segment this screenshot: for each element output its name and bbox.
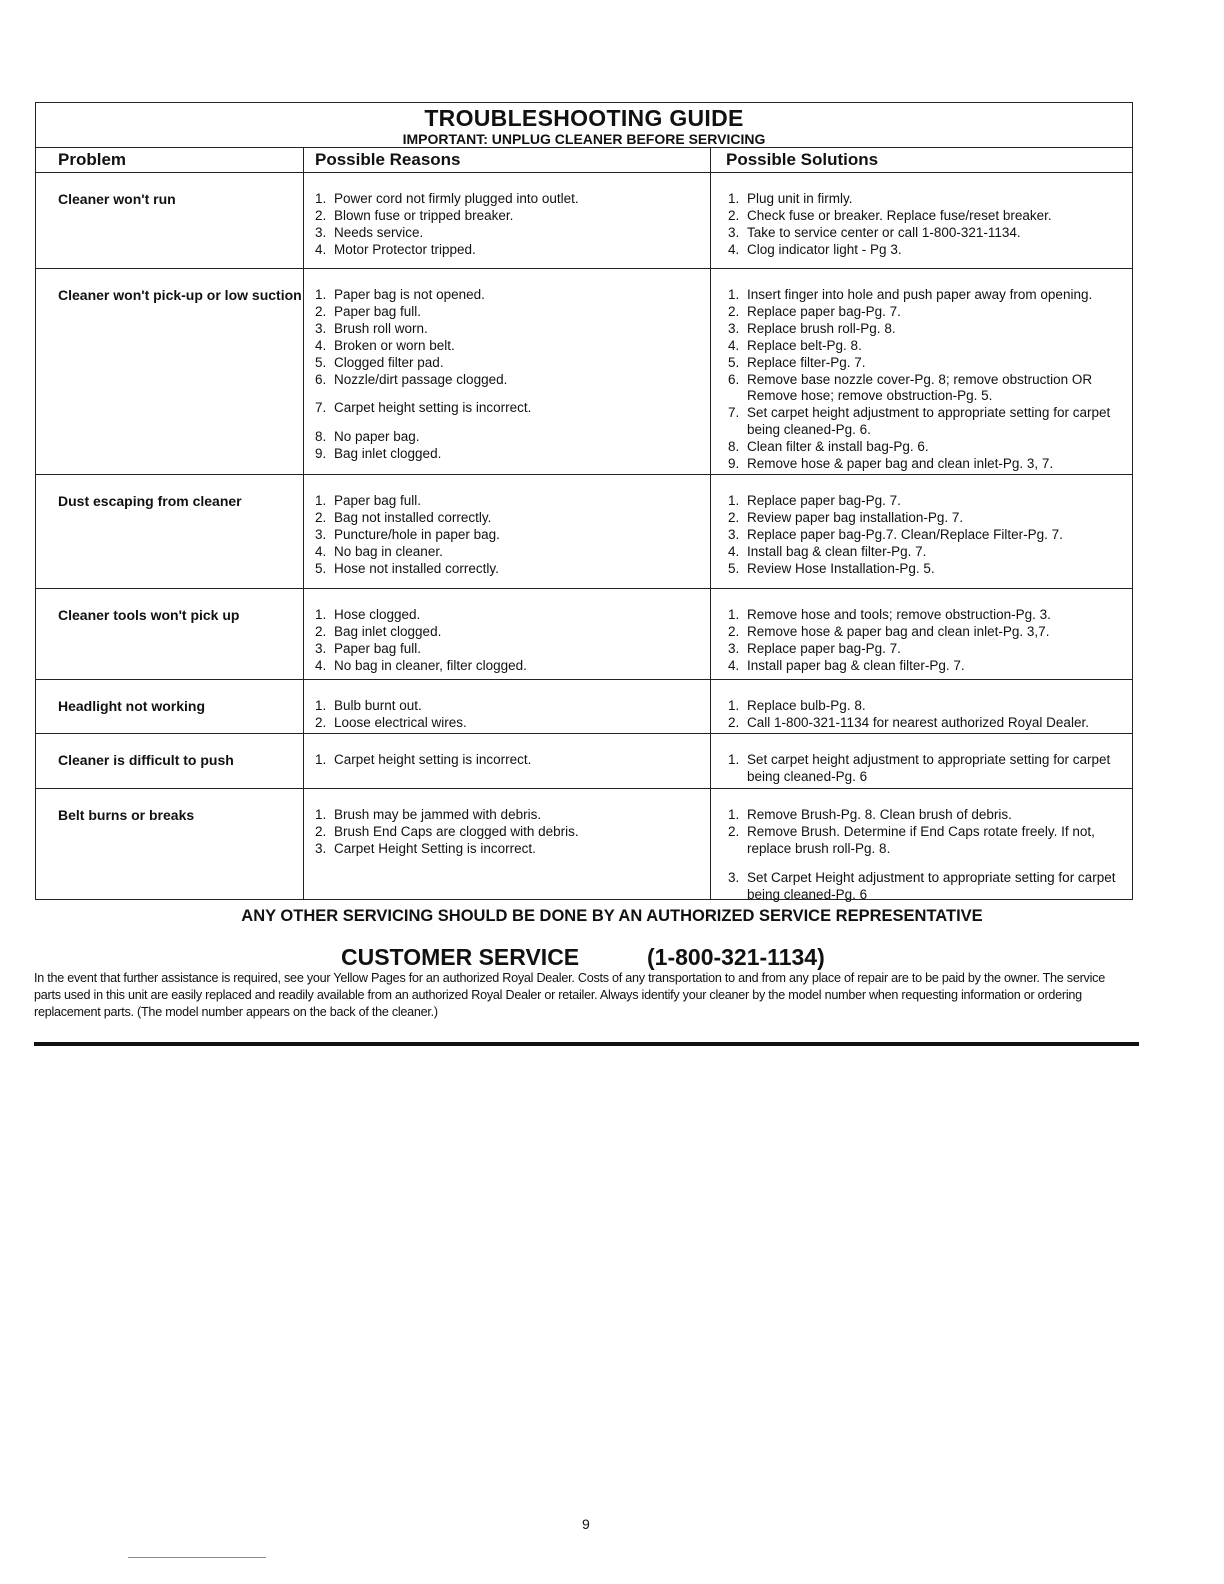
- list-item: [315, 321, 710, 338]
- reasons-cell: [303, 269, 710, 474]
- item-text: Remove hose and tools; remove obstruction-Pg. 3.: [747, 607, 1051, 622]
- list-item: [315, 429, 710, 446]
- item-text: Remove base nozzle cover-Pg. 8; remove obstruction OR Remove hose; remove obstruction-Pg. 5.: [747, 371, 1093, 404]
- list-item: [728, 561, 1132, 578]
- list-item: [728, 527, 1132, 544]
- item-number: 2.: [728, 509, 740, 525]
- item-text: Blown fuse or tripped breaker.: [334, 207, 514, 223]
- list-item: [315, 242, 710, 259]
- item-text: Remove hose & paper bag and clean inlet-Pg. 3, 7.: [747, 456, 1054, 472]
- problem-cell: Cleaner won't run: [58, 191, 176, 207]
- reasons-cell: [303, 734, 710, 788]
- troubleshooting-table: [35, 102, 1133, 900]
- problem-cell: Dust escaping from cleaner: [58, 493, 242, 509]
- item-number: 2.: [728, 207, 740, 223]
- item-text: Insert finger into hole and push paper away from opening.: [747, 287, 1093, 302]
- list-item: [728, 824, 1132, 858]
- page-number: 9: [582, 1516, 590, 1532]
- item-text: No bag in cleaner.: [334, 543, 443, 559]
- list-item: [728, 405, 1132, 439]
- item-number: 1.: [315, 752, 327, 767]
- solutions-cell: [710, 269, 1132, 474]
- item-number: 4.: [728, 337, 740, 353]
- item-text: Hose clogged.: [334, 607, 421, 622]
- item-number: 1.: [728, 493, 740, 508]
- item-number: 5.: [728, 354, 740, 370]
- item-text: Power cord not firmly plugged into outlet.: [334, 191, 579, 206]
- item-number: 4.: [315, 337, 327, 353]
- item-number: 1.: [315, 493, 327, 508]
- item-text: Take to service center or call 1-800-321-1134.: [747, 224, 1021, 240]
- item-number: 2.: [728, 823, 740, 839]
- list-item: [315, 287, 710, 304]
- item-text: Review paper bag installation-Pg. 7.: [747, 509, 964, 525]
- list-item: [728, 544, 1132, 561]
- list-item: [728, 510, 1132, 527]
- list-item: [315, 225, 710, 242]
- item-text: Remove Brush. Determine if End Caps rotate freely. If not, replace brush roll-Pg. 8.: [747, 823, 1095, 856]
- item-text: Set carpet height adjustment to appropriate setting for carpet being cleaned-Pg. 6: [747, 752, 1111, 784]
- table-row: [36, 475, 1132, 589]
- list-item: [728, 372, 1132, 406]
- list-item: [728, 658, 1132, 675]
- item-number: 8.: [728, 439, 740, 455]
- item-number: 1.: [315, 287, 327, 302]
- list-item: [315, 208, 710, 225]
- item-number: 4.: [728, 241, 740, 257]
- item-text: Remove Brush-Pg. 8. Clean brush of debris.: [747, 807, 1012, 822]
- item-number: 1.: [728, 287, 740, 302]
- customer-service-phone: (1-800-321-1134): [647, 944, 825, 970]
- item-number: 1.: [728, 191, 740, 206]
- item-text: Bag not installed correctly.: [334, 509, 492, 525]
- item-text: No paper bag.: [334, 429, 420, 445]
- reasons-cell: [303, 589, 710, 679]
- table-row: [36, 734, 1132, 789]
- list-item: [728, 607, 1132, 624]
- list-item: [315, 338, 710, 355]
- problem-cell: Headlight not working: [58, 698, 205, 714]
- item-text: Install paper bag & clean filter-Pg. 7.: [747, 657, 965, 673]
- list-item: [315, 493, 710, 510]
- list-item: [728, 698, 1132, 715]
- table-row: [36, 589, 1132, 680]
- item-text: Review Hose Installation-Pg. 5.: [747, 560, 935, 576]
- list-item: [728, 715, 1132, 732]
- reasons-cell: [303, 173, 710, 268]
- item-number: 3.: [315, 840, 327, 856]
- guide-subtitle: IMPORTANT: UNPLUG CLEANER BEFORE SERVICING: [402, 131, 766, 147]
- item-text: Paper bag is not opened.: [334, 287, 485, 302]
- item-number: 5.: [315, 560, 327, 576]
- list-item: [315, 624, 710, 641]
- item-number: 4.: [315, 657, 327, 673]
- item-number: 2.: [315, 509, 327, 525]
- item-number: 3.: [728, 869, 740, 885]
- item-text: Set carpet height adjustment to appropriate setting for carpet being cleaned-Pg. 6.: [747, 405, 1111, 438]
- list-item: [728, 287, 1132, 304]
- item-text: Motor Protector tripped.: [334, 241, 476, 257]
- list-item: [728, 807, 1132, 824]
- list-item: [315, 527, 710, 544]
- table-row: [36, 269, 1132, 475]
- item-text: Paper bag full.: [334, 493, 422, 508]
- item-text: Replace paper bag-Pg. 7.: [747, 303, 901, 319]
- item-number: 3.: [728, 320, 740, 336]
- problem-cell: Cleaner tools won't pick up: [58, 607, 240, 623]
- item-number: 2.: [315, 303, 327, 319]
- list-item: [728, 304, 1132, 321]
- item-text: Replace filter-Pg. 7.: [747, 354, 866, 370]
- item-text: Brush may be jammed with debris.: [334, 807, 542, 822]
- divider-rule: [34, 1042, 1139, 1046]
- item-number: 2.: [728, 303, 740, 319]
- item-text: Carpet Height Setting is incorrect.: [334, 840, 536, 856]
- item-text: Replace belt-Pg. 8.: [747, 337, 862, 353]
- column-headers: [36, 148, 1132, 173]
- list-item: [728, 752, 1132, 786]
- item-number: 3.: [315, 224, 327, 240]
- solutions-cell: [710, 589, 1132, 679]
- item-text: Hose not installed correctly.: [334, 560, 499, 576]
- item-number: 8.: [315, 429, 327, 445]
- table-row: [36, 789, 1132, 902]
- item-text: Bulb burnt out.: [334, 698, 422, 713]
- item-number: 4.: [315, 241, 327, 257]
- table-row: [36, 173, 1132, 269]
- customer-service-text: In the event that further assistance is required, see your Yellow Pages for an authorized Royal Dealer. Costs of any transportation to and from any place of repair are to be paid by the owner. The service parts used in this unit are easily replaced and readily available from an authorized Royal Dealer or retailer. Always identify your cleaner by the model number when requesting information or ordering replacement parts. (The model number appears on the back of the cleaner.): [34, 971, 1105, 1019]
- item-number: 1.: [728, 607, 740, 622]
- list-item: [315, 544, 710, 561]
- list-item: [315, 715, 710, 732]
- item-text: Carpet height setting is incorrect.: [334, 752, 532, 767]
- problem-cell: Cleaner won't pick-up or low suction: [58, 287, 302, 303]
- reasons-cell: [303, 680, 710, 733]
- item-text: Remove hose & paper bag and clean inlet-Pg. 3,7.: [747, 623, 1050, 639]
- list-item: [728, 641, 1132, 658]
- list-item: [315, 752, 710, 769]
- item-text: Carpet height setting is incorrect.: [334, 400, 532, 416]
- item-number: 1.: [728, 698, 740, 713]
- list-item: [315, 355, 710, 372]
- footer-line: [128, 1557, 266, 1558]
- item-text: Needs service.: [334, 224, 424, 240]
- item-text: Install bag & clean filter-Pg. 7.: [747, 543, 927, 559]
- list-item: [315, 607, 710, 624]
- item-text: Call 1-800-321-1134 for nearest authorized Royal Dealer.: [747, 714, 1089, 730]
- item-number: 5.: [315, 354, 327, 370]
- solutions-cell: [710, 173, 1132, 268]
- item-number: 3.: [728, 640, 740, 656]
- item-number: 1.: [315, 807, 327, 822]
- item-text: No bag in cleaner, filter clogged.: [334, 657, 527, 673]
- list-item: [728, 456, 1132, 473]
- item-text: Replace paper bag-Pg.7. Clean/Replace Filter-Pg. 7.: [747, 526, 1063, 542]
- problem-cell: Belt burns or breaks: [58, 807, 195, 823]
- item-number: 2.: [315, 207, 327, 223]
- column-header-reasons: Possible Reasons: [303, 148, 710, 172]
- solutions-cell: [710, 680, 1132, 733]
- item-text: Plug unit in firmly.: [747, 191, 853, 206]
- list-item: [315, 641, 710, 658]
- item-number: 7.: [728, 405, 740, 421]
- item-number: 3.: [315, 320, 327, 336]
- list-item: [315, 841, 710, 858]
- item-text: Brush End Caps are clogged with debris.: [334, 823, 579, 839]
- item-text: Clean filter & install bag-Pg. 6.: [747, 439, 929, 455]
- item-text: Bag inlet clogged.: [334, 446, 442, 462]
- column-header-problem: Problem: [58, 150, 127, 169]
- list-item: [728, 191, 1132, 208]
- item-text: Loose electrical wires.: [334, 714, 467, 730]
- list-item: [315, 446, 710, 463]
- guide-title: TROUBLESHOOTING GUIDE: [424, 105, 744, 131]
- item-text: Brush roll worn.: [334, 320, 428, 336]
- list-item: [315, 400, 710, 417]
- list-item: [728, 624, 1132, 641]
- item-number: 6.: [315, 371, 327, 387]
- item-number: 1.: [728, 807, 740, 822]
- solutions-cell: [710, 475, 1132, 588]
- item-number: 4.: [315, 543, 327, 559]
- list-item: [315, 372, 710, 389]
- list-item: [728, 225, 1132, 242]
- item-number: 3.: [315, 640, 327, 656]
- list-item: [728, 338, 1132, 355]
- item-number: 6.: [728, 371, 740, 387]
- item-number: 2.: [315, 714, 327, 730]
- item-number: 5.: [728, 560, 740, 576]
- customer-service-title: CUSTOMER SERVICE: [341, 944, 580, 970]
- list-item: [728, 208, 1132, 225]
- item-number: 4.: [728, 657, 740, 673]
- list-item: [728, 242, 1132, 259]
- solutions-cell: [710, 734, 1132, 788]
- item-text: Paper bag full.: [334, 303, 422, 319]
- item-text: Replace paper bag-Pg. 7.: [747, 493, 901, 508]
- item-number: 2.: [315, 623, 327, 639]
- table-body: [36, 173, 1132, 902]
- list-item: [315, 807, 710, 824]
- item-number: 3.: [728, 224, 740, 240]
- list-item: [728, 321, 1132, 338]
- list-item: [315, 191, 710, 208]
- list-item: [315, 510, 710, 527]
- item-text: Set Carpet Height adjustment to appropriate setting for carpet being cleaned-Pg. 6: [747, 869, 1116, 902]
- table-row: [36, 680, 1132, 734]
- column-header-solutions: Possible Solutions: [710, 148, 1132, 172]
- list-item: [728, 439, 1132, 456]
- item-number: 1.: [728, 752, 740, 767]
- item-text: Paper bag full.: [334, 640, 422, 656]
- item-number: 3.: [728, 526, 740, 542]
- item-number: 1.: [315, 191, 327, 206]
- item-text: Replace paper bag-Pg. 7.: [747, 640, 901, 656]
- list-item: [315, 304, 710, 321]
- item-number: 2.: [728, 623, 740, 639]
- item-text: Clogged filter pad.: [334, 354, 444, 370]
- problem-cell: Cleaner is difficult to push: [58, 752, 234, 768]
- item-number: 1.: [315, 607, 327, 622]
- list-item: [315, 658, 710, 675]
- item-number: 3.: [315, 526, 327, 542]
- list-item: [728, 355, 1132, 372]
- list-item: [315, 698, 710, 715]
- item-text: Puncture/hole in paper bag.: [334, 526, 500, 542]
- solutions-cell: [710, 789, 1132, 902]
- list-item: [728, 493, 1132, 510]
- guide-header: [36, 103, 1132, 148]
- item-text: Clog indicator light - Pg 3.: [747, 241, 902, 257]
- item-text: Bag inlet clogged.: [334, 623, 442, 639]
- list-item: [315, 561, 710, 578]
- servicing-notice: ANY OTHER SERVICING SHOULD BE DONE BY AN AUTHORIZED SERVICE REPRESENTATIVE: [241, 907, 983, 925]
- item-number: 9.: [728, 456, 740, 472]
- list-item: [315, 824, 710, 841]
- item-number: 7.: [315, 400, 327, 416]
- item-number: 4.: [728, 543, 740, 559]
- item-text: Replace bulb-Pg. 8.: [747, 698, 866, 713]
- item-number: 1.: [315, 698, 327, 713]
- item-text: Check fuse or breaker. Replace fuse/reset breaker.: [747, 207, 1052, 223]
- item-text: Nozzle/dirt passage clogged.: [334, 371, 508, 387]
- item-text: Replace brush roll-Pg. 8.: [747, 320, 896, 336]
- reasons-cell: [303, 789, 710, 899]
- item-number: 9.: [315, 446, 327, 462]
- item-number: 2.: [728, 714, 740, 730]
- item-text: Broken or worn belt.: [334, 337, 455, 353]
- item-number: 2.: [315, 823, 327, 839]
- reasons-cell: [303, 475, 710, 588]
- list-item: [728, 870, 1132, 904]
